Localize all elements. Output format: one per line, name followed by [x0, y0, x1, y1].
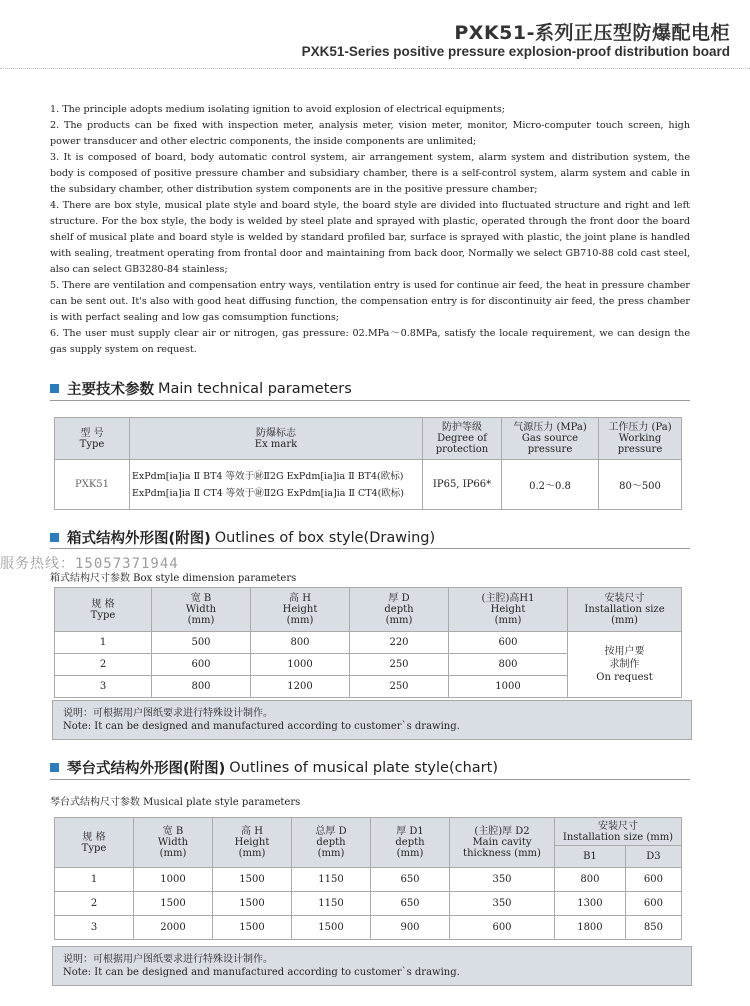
note-cn: 说明：可根据用户图纸要求进行特殊设计制作。 — [63, 954, 273, 965]
cell-degree: IP65, IP66* — [423, 460, 502, 510]
header-type: 型 号 Type — [55, 418, 130, 460]
musical-dimension-table — [54, 817, 682, 940]
header-gas-pressure: 气源压力 (MPa) Gas source pressure — [502, 418, 599, 460]
table-cell: 500 — [152, 632, 251, 654]
table-cell: 900 — [371, 916, 450, 940]
section-divider — [50, 548, 690, 549]
header-cell: (主腔)厚 D2 Main cavity thickness (mm) — [450, 818, 555, 868]
header-cell: (主腔)高H1 Height (mm) — [449, 588, 568, 632]
header-cell: 高 H Height (mm) — [251, 588, 350, 632]
table-cell: 1000 — [449, 676, 568, 698]
table-cell: 1000 — [134, 868, 213, 892]
principle-item: 4. There are box style, musical plate style and board style, the board style are divided into fluctuated structure and right and left structure. For the box style, the body is welded by steel plate and sprayed with plastic, operated through the front door the board shelf of musical plate and board style is welded by standard profiled bar, surface is sprayed with plastic, the joint plane is handled with sealing, treatment operating from frontal door and maintaining from back door, Normally we select GB710-88 cold cast steel, also can select GB3280-84 stainless; — [50, 200, 690, 275]
principle-item: 2. The products can be fixed with inspection meter, analysis meter, vision meter, monitor, Micro-computer touch screen, high power transducer and other electric components, the inside components are unlimited; — [50, 120, 690, 147]
musical-note — [52, 946, 692, 986]
header-d3: D3 — [625, 846, 681, 868]
section-heading-musical — [50, 757, 498, 778]
table-cell: 800 — [251, 632, 350, 654]
header-cell: 厚 D1 depth (mm) — [371, 818, 450, 868]
table-cell: 1500 — [213, 916, 292, 940]
section-heading-box — [50, 527, 435, 548]
table-cell: 220 — [350, 632, 449, 654]
table-cell: 1500 — [213, 868, 292, 892]
table-cell: 1000 — [251, 654, 350, 676]
header-cell: 宽 B Width (mm) — [134, 818, 213, 868]
principles-list — [50, 102, 690, 358]
table-cell: 2 — [55, 892, 134, 916]
section-title-cn: 琴台式结构外形图(附图) — [67, 761, 226, 777]
table-cell: 600 — [625, 892, 681, 916]
table-cell: 1500 — [292, 916, 371, 940]
header-cell: 规 格 Type — [55, 818, 134, 868]
section-title-cn: 箱式结构外形图(附图) — [67, 531, 211, 547]
table-cell: 1200 — [251, 676, 350, 698]
section-heading-tech — [50, 378, 352, 399]
header-cell: 安装尺寸 Installation size (mm) — [568, 588, 682, 632]
table-cell: 250 — [350, 676, 449, 698]
table-cell: 1150 — [292, 892, 371, 916]
principle-item: 5. There are ventilation and compensation entry ways, ventilation entry is used for continue air feed, the heat in pressure chamber can be sent out. It's also with good heat diffusing function, the compensation entry is for discontinuity air feed, the press chamber is with perfact sealing and low gas comsumption functions; — [50, 280, 690, 323]
box-dimension-table — [54, 587, 682, 698]
header-working-pressure: 工作压力 (Pa) Working pressure — [599, 418, 682, 460]
section-divider — [50, 779, 690, 780]
table-cell: 600 — [450, 916, 555, 940]
table-cell: 1 — [55, 632, 152, 654]
header-cell: 高 H Height (mm) — [213, 818, 292, 868]
table-cell: 250 — [350, 654, 449, 676]
header-b1: B1 — [555, 846, 626, 868]
note-cn: 说明：可根据用户图纸要求进行特殊设计制作。 — [63, 708, 273, 719]
table-cell: 2 — [55, 654, 152, 676]
note-en: Note: It can be designed and manufactured according to customer`s drawing. — [63, 721, 460, 732]
note-en: Note: It can be designed and manufactured according to customer`s drawing. — [63, 967, 460, 978]
section-title-en: Main technical parameters — [158, 380, 352, 397]
table-cell: 800 — [152, 676, 251, 698]
cell-work: 80～500 — [599, 460, 682, 510]
musical-subtitle: 琴台式结构尺寸参数 Musical plate style parameters — [50, 797, 301, 808]
table-cell: 1500 — [213, 892, 292, 916]
table-cell: 1500 — [134, 892, 213, 916]
table-cell: 1300 — [555, 892, 626, 916]
square-bullet-icon — [50, 763, 59, 772]
box-note — [52, 700, 692, 740]
table-cell: 600 — [625, 868, 681, 892]
hotline-watermark: 服务热线：15057371944 — [0, 556, 179, 572]
section-title-en: Outlines of box style(Drawing) — [214, 529, 436, 546]
section-title-en: Outlines of musical plate style(chart) — [229, 759, 498, 776]
table-cell: 600 — [152, 654, 251, 676]
table-cell: 3 — [55, 676, 152, 698]
tech-parameters-table — [54, 417, 682, 510]
page-title-cn: PXK51-系列正压型防爆配电柜 — [454, 22, 730, 44]
header-cell: 宽 B Width (mm) — [152, 588, 251, 632]
page-title-en: PXK51-Series positive pressure explosion-proof distribution board — [301, 44, 730, 59]
header-ex-mark: 防爆标志 Ex mark — [130, 418, 423, 460]
box-subtitle: 箱式结构尺寸参数 Box style dimension parameters — [50, 573, 297, 584]
header-install-size: 安装尺寸 Installation size (mm) — [555, 818, 682, 846]
table-cell: 850 — [625, 916, 681, 940]
install-on-request: 按用户要 求制作 On request — [568, 632, 682, 698]
table-cell: 650 — [371, 892, 450, 916]
principle-item: 6. The user must supply clear air or nitrogen, gas pressure: 02.MPa～0.8MPa, satisfy the locale requirement, we can design the gas supply system on request. — [50, 328, 690, 355]
header-cell: 规 格 Type — [55, 588, 152, 632]
table-cell: 650 — [371, 868, 450, 892]
table-cell: 350 — [450, 868, 555, 892]
section-title-cn: 主要技术参数 — [67, 382, 154, 398]
cell-ex-mark: ExPdm[ia]ia Ⅱ BT4 等效于㊖Ⅱ2G ExPdm[ia]ia Ⅱ BT4(欧标) ExPdm[ia]ia Ⅱ CT4 等效于㊖Ⅱ2G ExPdm[ia]ia Ⅱ CT4(欧标) — [130, 460, 423, 510]
table-cell: 600 — [449, 632, 568, 654]
header-cell: 总厚 D depth (mm) — [292, 818, 371, 868]
table-cell: 2000 — [134, 916, 213, 940]
header-cell: 厚 D depth (mm) — [350, 588, 449, 632]
header-divider — [0, 68, 750, 69]
table-cell: 800 — [449, 654, 568, 676]
principle-item: 1. The principle adopts medium isolating ignition to avoid explosion of electrical equipments; — [50, 104, 506, 115]
table-cell: 350 — [450, 892, 555, 916]
table-cell: 1 — [55, 868, 134, 892]
header-degree: 防护等级 Degree of protection — [423, 418, 502, 460]
square-bullet-icon — [50, 384, 59, 393]
table-cell: 800 — [555, 868, 626, 892]
section-divider — [50, 400, 690, 401]
principle-item: 3. It is composed of board, body automatic control system, air arrangement system, alarm system and distribution system, the body is composed of positive pressure chamber and subsidiary chamber, there is a self-control system, alarm system and cable in the subsidary chamber, other distribution system components are in the positive pressure chamber; — [50, 152, 690, 195]
cell-type: PXK51 — [55, 460, 130, 510]
table-cell: 1800 — [555, 916, 626, 940]
cell-gas: 0.2～0.8 — [502, 460, 599, 510]
table-cell: 1150 — [292, 868, 371, 892]
table-cell: 3 — [55, 916, 134, 940]
square-bullet-icon — [50, 533, 59, 542]
